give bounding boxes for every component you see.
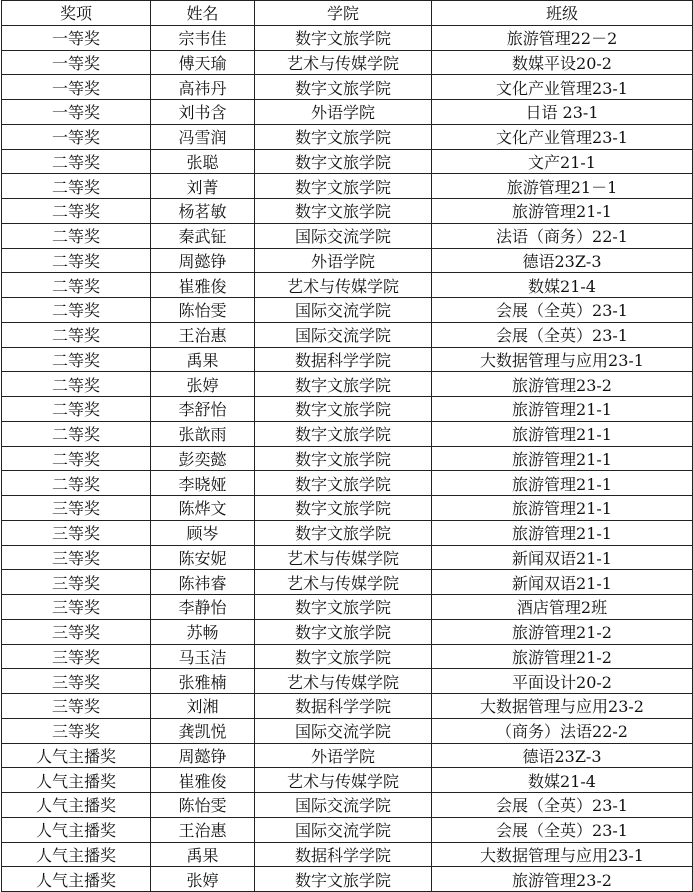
cell-class[interactable]: 日语 23-1 (432, 100, 693, 125)
cell-award[interactable]: 人气主播奖 (2, 842, 151, 867)
cell-name[interactable]: 禹果 (151, 842, 255, 867)
cell-name[interactable]: 刘湘 (151, 694, 255, 719)
table-row (2, 570, 693, 595)
cell-award[interactable]: 二等奖 (2, 421, 151, 446)
cell-award[interactable]: 一等奖 (2, 124, 151, 149)
cell-award[interactable]: 二等奖 (2, 347, 151, 372)
table-row (2, 397, 693, 422)
cell-name[interactable]: 苏畅 (151, 619, 255, 644)
cell-award[interactable]: 一等奖 (2, 25, 151, 50)
table-row (2, 273, 693, 298)
cell-name[interactable]: 周懿铮 (151, 743, 255, 768)
cell-name[interactable]: 李舒怡 (151, 397, 255, 422)
cell-name[interactable]: 彭奕懿 (151, 446, 255, 471)
table-row (2, 694, 693, 719)
cell-college[interactable]: 艺术与传媒学院 (255, 50, 432, 75)
table-row (2, 768, 693, 793)
cell-class[interactable]: 旅游管理23-2 (432, 372, 693, 397)
cell-college[interactable]: 外语学院 (255, 100, 432, 125)
cell-name[interactable]: 王治惠 (151, 322, 255, 347)
cell-name[interactable]: 崔雅俊 (151, 768, 255, 793)
cell-name[interactable]: 李静怡 (151, 595, 255, 620)
cell-class[interactable]: 旅游管理21-1 (432, 496, 693, 521)
table-row (2, 743, 693, 768)
cell-award[interactable]: 三等奖 (2, 570, 151, 595)
table-row (2, 50, 693, 75)
cell-college[interactable]: 数字文旅学院 (255, 124, 432, 149)
cell-award[interactable]: 二等奖 (2, 372, 151, 397)
table-row (2, 248, 693, 273)
table-row (2, 149, 693, 174)
table-row (2, 322, 693, 347)
table-row (2, 545, 693, 570)
cell-college[interactable]: 数据科学学院 (255, 842, 432, 867)
cell-award[interactable]: 三等奖 (2, 669, 151, 694)
cell-college[interactable]: 数字文旅学院 (255, 446, 432, 471)
cell-name[interactable]: 秦武钲 (151, 223, 255, 248)
cell-college[interactable]: 数字文旅学院 (255, 421, 432, 446)
cell-college[interactable]: 数据科学学院 (255, 347, 432, 372)
cell-college[interactable]: 外语学院 (255, 743, 432, 768)
table-row (2, 520, 693, 545)
cell-class[interactable]: 大数据管理与应用23-2 (432, 694, 693, 719)
cell-college[interactable]: 数字文旅学院 (255, 644, 432, 669)
table-row (2, 471, 693, 496)
cell-class[interactable]: 法语（商务）22-1 (432, 223, 693, 248)
cell-name[interactable]: 冯雪润 (151, 124, 255, 149)
cell-award[interactable]: 三等奖 (2, 496, 151, 521)
cell-award[interactable]: 三等奖 (2, 545, 151, 570)
cell-class[interactable]: 会展（全英）23-1 (432, 793, 693, 818)
cell-class[interactable]: 旅游管理21-1 (432, 446, 693, 471)
table-body (2, 25, 693, 891)
table-row (2, 867, 693, 892)
cell-class[interactable]: 旅游管理21-1 (432, 471, 693, 496)
cell-award[interactable]: 三等奖 (2, 595, 151, 620)
cell-award[interactable]: 二等奖 (2, 199, 151, 224)
table-row (2, 421, 693, 446)
cell-name[interactable]: 陈怡雯 (151, 298, 255, 323)
cell-college[interactable]: 国际交流学院 (255, 298, 432, 323)
cell-college[interactable]: 国际交流学院 (255, 322, 432, 347)
cell-college[interactable]: 数字文旅学院 (255, 372, 432, 397)
cell-award[interactable]: 一等奖 (2, 75, 151, 100)
cell-class[interactable]: 会展（全英）23-1 (432, 298, 693, 323)
cell-college[interactable]: 艺术与传媒学院 (255, 570, 432, 595)
cell-college[interactable]: 艺术与传媒学院 (255, 545, 432, 570)
table-row (2, 496, 693, 521)
cell-college[interactable]: 数字文旅学院 (255, 174, 432, 199)
cell-award[interactable]: 二等奖 (2, 298, 151, 323)
cell-award[interactable]: 人气主播奖 (2, 743, 151, 768)
cell-name[interactable]: 崔雅俊 (151, 273, 255, 298)
cell-name[interactable]: 王治惠 (151, 817, 255, 842)
cell-class[interactable]: 酒店管理2班 (432, 595, 693, 620)
cell-award[interactable]: 人气主播奖 (2, 817, 151, 842)
cell-class[interactable]: 旅游管理21-1 (432, 199, 693, 224)
cell-college[interactable]: 数字文旅学院 (255, 25, 432, 50)
cell-name[interactable]: 张歆雨 (151, 421, 255, 446)
table-row (2, 446, 693, 471)
cell-name[interactable]: 张聪 (151, 149, 255, 174)
table-row (2, 298, 693, 323)
cell-name[interactable]: 陈祎睿 (151, 570, 255, 595)
table-row (2, 718, 693, 743)
cell-award[interactable]: 三等奖 (2, 694, 151, 719)
cell-college[interactable]: 数据科学学院 (255, 694, 432, 719)
cell-name[interactable]: 高祎丹 (151, 75, 255, 100)
cell-college[interactable]: 数字文旅学院 (255, 496, 432, 521)
cell-name[interactable]: 宗韦佳 (151, 25, 255, 50)
cell-award[interactable]: 二等奖 (2, 471, 151, 496)
cell-class[interactable]: 旅游管理21-1 (432, 397, 693, 422)
cell-name[interactable]: 马玉洁 (151, 644, 255, 669)
cell-award[interactable]: 二等奖 (2, 446, 151, 471)
cell-college[interactable]: 数字文旅学院 (255, 471, 432, 496)
cell-award[interactable]: 二等奖 (2, 322, 151, 347)
cell-name[interactable]: 张婷 (151, 867, 255, 892)
cell-award[interactable]: 人气主播奖 (2, 768, 151, 793)
cell-class[interactable]: 数媒21-4 (432, 768, 693, 793)
cell-class[interactable]: （商务）法语22-2 (432, 718, 693, 743)
cell-award[interactable]: 二等奖 (2, 149, 151, 174)
cell-class[interactable]: 旅游管理21－1 (432, 174, 693, 199)
cell-name[interactable]: 傅天瑜 (151, 50, 255, 75)
cell-name[interactable]: 陈怡雯 (151, 793, 255, 818)
cell-class[interactable]: 会展（全英）23-1 (432, 322, 693, 347)
cell-class[interactable]: 旅游管理22－2 (432, 25, 693, 50)
table-row (2, 100, 693, 125)
header-row (2, 1, 693, 26)
cell-class[interactable]: 德语23Z-3 (432, 743, 693, 768)
cell-award[interactable]: 一等奖 (2, 50, 151, 75)
cell-class[interactable]: 新闻双语21-1 (432, 570, 693, 595)
cell-award[interactable]: 一等奖 (2, 100, 151, 125)
cell-class[interactable]: 会展（全英）23-1 (432, 817, 693, 842)
cell-college[interactable]: 数字文旅学院 (255, 75, 432, 100)
table-row (2, 124, 693, 149)
cell-name[interactable]: 禹果 (151, 347, 255, 372)
cell-name[interactable]: 张婷 (151, 372, 255, 397)
header-name[interactable]: 姓名 (151, 1, 255, 26)
cell-award[interactable]: 二等奖 (2, 248, 151, 273)
header-college[interactable]: 学院 (255, 1, 432, 26)
header-award[interactable]: 奖项 (2, 1, 151, 26)
cell-name[interactable]: 陈烨文 (151, 496, 255, 521)
cell-class[interactable]: 平面设计20-2 (432, 669, 693, 694)
cell-class[interactable]: 旅游管理23-2 (432, 867, 693, 892)
cell-college[interactable]: 数字文旅学院 (255, 595, 432, 620)
cell-college[interactable]: 外语学院 (255, 248, 432, 273)
table-row (2, 669, 693, 694)
cell-class[interactable]: 数媒平设20-2 (432, 50, 693, 75)
table-row (2, 644, 693, 669)
table-row (2, 199, 693, 224)
cell-college[interactable]: 国际交流学院 (255, 817, 432, 842)
cell-name[interactable]: 龚凯悦 (151, 718, 255, 743)
cell-class[interactable]: 大数据管理与应用23-1 (432, 347, 693, 372)
cell-award[interactable]: 二等奖 (2, 174, 151, 199)
table-row (2, 842, 693, 867)
cell-class[interactable]: 旅游管理21-1 (432, 421, 693, 446)
cell-college[interactable]: 艺术与传媒学院 (255, 768, 432, 793)
table-row (2, 75, 693, 100)
cell-class[interactable]: 文化产业管理23-1 (432, 75, 693, 100)
cell-award[interactable]: 二等奖 (2, 223, 151, 248)
table-row (2, 793, 693, 818)
cell-class[interactable]: 德语23Z-3 (432, 248, 693, 273)
cell-college[interactable]: 国际交流学院 (255, 223, 432, 248)
cell-award[interactable]: 三等奖 (2, 619, 151, 644)
cell-award[interactable]: 三等奖 (2, 644, 151, 669)
cell-class[interactable]: 新闻双语21-1 (432, 545, 693, 570)
cell-class[interactable]: 文化产业管理23-1 (432, 124, 693, 149)
cell-college[interactable]: 国际交流学院 (255, 718, 432, 743)
cell-college[interactable]: 国际交流学院 (255, 793, 432, 818)
cell-class[interactable]: 大数据管理与应用23-1 (432, 842, 693, 867)
cell-name[interactable]: 杨茗敏 (151, 199, 255, 224)
table-row (2, 595, 693, 620)
cell-name[interactable]: 顾岑 (151, 520, 255, 545)
cell-class[interactable]: 文产21-1 (432, 149, 693, 174)
cell-college[interactable]: 数字文旅学院 (255, 619, 432, 644)
cell-name[interactable]: 张雅楠 (151, 669, 255, 694)
cell-name[interactable]: 周懿铮 (151, 248, 255, 273)
cell-class[interactable]: 旅游管理21-2 (432, 619, 693, 644)
cell-class[interactable]: 旅游管理21-1 (432, 520, 693, 545)
cell-college[interactable]: 数字文旅学院 (255, 520, 432, 545)
cell-name[interactable]: 李晓娅 (151, 471, 255, 496)
cell-college[interactable]: 艺术与传媒学院 (255, 669, 432, 694)
cell-class[interactable]: 数媒21-4 (432, 273, 693, 298)
cell-award[interactable]: 人气主播奖 (2, 793, 151, 818)
cell-class[interactable]: 旅游管理21-2 (432, 644, 693, 669)
table-row (2, 817, 693, 842)
cell-award[interactable]: 二等奖 (2, 273, 151, 298)
award-table (1, 0, 693, 892)
table-row (2, 619, 693, 644)
header-class[interactable]: 班级 (432, 1, 693, 26)
table-row (2, 25, 693, 50)
cell-college[interactable]: 艺术与传媒学院 (255, 273, 432, 298)
cell-name[interactable]: 刘书含 (151, 100, 255, 125)
cell-college[interactable]: 数字文旅学院 (255, 199, 432, 224)
table-row (2, 372, 693, 397)
cell-college[interactable]: 数字文旅学院 (255, 397, 432, 422)
cell-college[interactable]: 数字文旅学院 (255, 867, 432, 892)
cell-award[interactable]: 三等奖 (2, 718, 151, 743)
cell-name[interactable]: 陈安妮 (151, 545, 255, 570)
cell-award[interactable]: 二等奖 (2, 397, 151, 422)
cell-college[interactable]: 数字文旅学院 (255, 149, 432, 174)
cell-award[interactable]: 人气主播奖 (2, 867, 151, 892)
table-row (2, 223, 693, 248)
cell-name[interactable]: 刘菁 (151, 174, 255, 199)
table-row (2, 174, 693, 199)
table-row (2, 347, 693, 372)
cell-award[interactable]: 三等奖 (2, 520, 151, 545)
